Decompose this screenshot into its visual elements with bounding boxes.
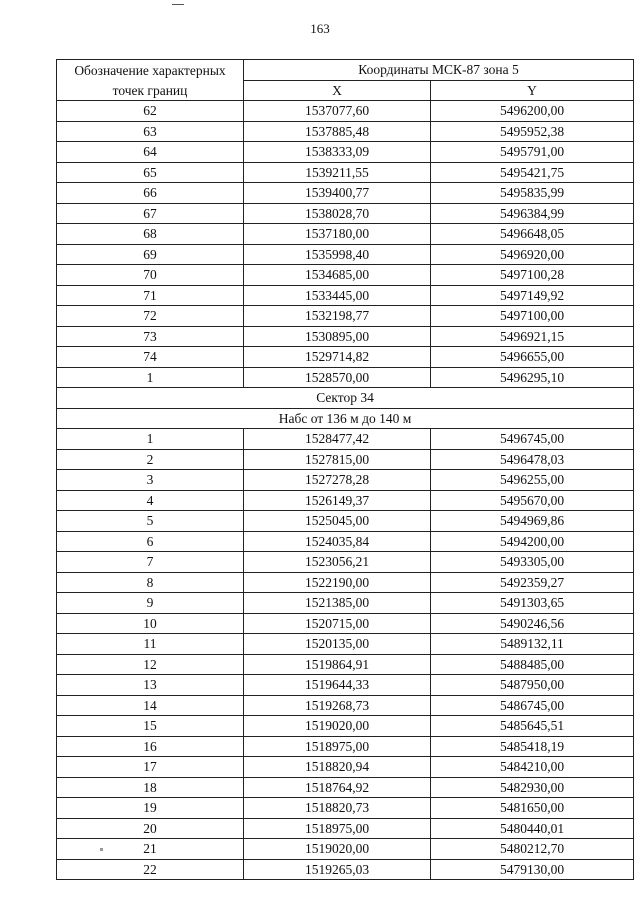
header-point-designation-cont: точек границ <box>57 80 244 101</box>
table-row <box>57 347 634 368</box>
table-row <box>57 552 634 573</box>
point-cell: 70 <box>57 265 244 286</box>
y-cell: 5491303,65 <box>431 593 634 614</box>
x-cell: 1527815,00 <box>244 449 431 470</box>
y-cell: 5496255,00 <box>431 470 634 491</box>
y-cell: 5489132,11 <box>431 634 634 655</box>
section-title: Набс от 136 м до 140 м <box>57 408 634 429</box>
point-cell: 64 <box>57 142 244 163</box>
point-cell: 67 <box>57 203 244 224</box>
header-coordinates-system: Координаты МСК-87 зона 5 <box>244 60 634 81</box>
x-cell: 1518975,00 <box>244 736 431 757</box>
x-cell: 1518820,94 <box>244 757 431 778</box>
x-cell: 1524035,84 <box>244 531 431 552</box>
point-cell: 22 <box>57 859 244 880</box>
y-cell: 5496655,00 <box>431 347 634 368</box>
section-title: Сектор 34 <box>57 388 634 409</box>
y-cell: 5481650,00 <box>431 798 634 819</box>
x-cell: 1527278,28 <box>244 470 431 491</box>
table-row <box>57 818 634 839</box>
x-cell: 1537180,00 <box>244 224 431 245</box>
point-cell: 20 <box>57 818 244 839</box>
table-subheader-row <box>57 80 634 101</box>
y-cell: 5494200,00 <box>431 531 634 552</box>
y-cell: 5485645,51 <box>431 716 634 737</box>
table-row <box>57 695 634 716</box>
x-cell: 1533445,00 <box>244 285 431 306</box>
y-cell: 5480440,01 <box>431 818 634 839</box>
table-row <box>57 470 634 491</box>
table-row <box>57 757 634 778</box>
table-row <box>57 265 634 286</box>
x-cell: 1519020,00 <box>244 839 431 860</box>
point-cell: 71 <box>57 285 244 306</box>
point-cell: 72 <box>57 306 244 327</box>
x-cell: 1521385,00 <box>244 593 431 614</box>
x-cell: 1538333,09 <box>244 142 431 163</box>
table-row <box>57 429 634 450</box>
table-header-row <box>57 60 634 81</box>
table-row <box>57 593 634 614</box>
coordinates-table <box>56 59 634 880</box>
y-cell: 5485418,19 <box>431 736 634 757</box>
section-row <box>57 408 634 429</box>
y-cell: 5482930,00 <box>431 777 634 798</box>
y-cell: 5496478,03 <box>431 449 634 470</box>
table-body <box>57 101 634 880</box>
point-cell: 5 <box>57 511 244 532</box>
x-cell: 1528477,42 <box>244 429 431 450</box>
point-cell: 2 <box>57 449 244 470</box>
point-cell: 9 <box>57 593 244 614</box>
page-number: 163 <box>310 21 330 36</box>
x-cell: 1539400,77 <box>244 183 431 204</box>
x-cell: 1519265,03 <box>244 859 431 880</box>
header-y: Y <box>431 80 634 101</box>
y-cell: 5494969,86 <box>431 511 634 532</box>
y-cell: 5497149,92 <box>431 285 634 306</box>
table-row <box>57 511 634 532</box>
point-cell: 74 <box>57 347 244 368</box>
point-cell: 19 <box>57 798 244 819</box>
point-cell: 68 <box>57 224 244 245</box>
y-cell: 5488485,00 <box>431 654 634 675</box>
point-cell: 1 <box>57 367 244 388</box>
y-cell: 5480212,70 <box>431 839 634 860</box>
y-cell: 5496648,05 <box>431 224 634 245</box>
x-cell: 1529714,82 <box>244 347 431 368</box>
y-cell: 5496200,00 <box>431 101 634 122</box>
table-row <box>57 101 634 122</box>
x-cell: 1518820,73 <box>244 798 431 819</box>
y-cell: 5492359,27 <box>431 572 634 593</box>
x-cell: 1537885,48 <box>244 121 431 142</box>
table-row <box>57 449 634 470</box>
x-cell: 1530895,00 <box>244 326 431 347</box>
point-cell: 21 <box>57 839 244 860</box>
point-cell: 7 <box>57 552 244 573</box>
x-cell: 1532198,77 <box>244 306 431 327</box>
y-cell: 5493305,00 <box>431 552 634 573</box>
y-cell: 5497100,00 <box>431 306 634 327</box>
point-cell: 69 <box>57 244 244 265</box>
table-row <box>57 224 634 245</box>
y-cell: 5497100,28 <box>431 265 634 286</box>
point-cell: 66 <box>57 183 244 204</box>
x-cell: 1525045,00 <box>244 511 431 532</box>
point-cell: 17 <box>57 757 244 778</box>
x-cell: 1526149,37 <box>244 490 431 511</box>
scan-dot <box>100 848 103 851</box>
point-cell: 73 <box>57 326 244 347</box>
table-row <box>57 490 634 511</box>
table-row <box>57 121 634 142</box>
point-cell: 11 <box>57 634 244 655</box>
y-cell: 5496295,10 <box>431 367 634 388</box>
x-cell: 1537077,60 <box>244 101 431 122</box>
y-cell: 5495421,75 <box>431 162 634 183</box>
table-row <box>57 183 634 204</box>
table-row <box>57 675 634 696</box>
y-cell: 5496384,99 <box>431 203 634 224</box>
x-cell: 1519020,00 <box>244 716 431 737</box>
table-row <box>57 777 634 798</box>
y-cell: 5495952,38 <box>431 121 634 142</box>
table-row <box>57 162 634 183</box>
table-row <box>57 716 634 737</box>
table-row <box>57 839 634 860</box>
point-cell: 65 <box>57 162 244 183</box>
y-cell: 5496745,00 <box>431 429 634 450</box>
x-cell: 1528570,00 <box>244 367 431 388</box>
x-cell: 1539211,55 <box>244 162 431 183</box>
table-row <box>57 367 634 388</box>
x-cell: 1520715,00 <box>244 613 431 634</box>
y-cell: 5495670,00 <box>431 490 634 511</box>
point-cell: 3 <box>57 470 244 491</box>
point-cell: 4 <box>57 490 244 511</box>
x-cell: 1519864,91 <box>244 654 431 675</box>
x-cell: 1519644,33 <box>244 675 431 696</box>
table-row <box>57 326 634 347</box>
point-cell: 63 <box>57 121 244 142</box>
y-cell: 5490246,56 <box>431 613 634 634</box>
table-row <box>57 613 634 634</box>
table-row <box>57 531 634 552</box>
scan-mark <box>172 4 184 5</box>
point-cell: 13 <box>57 675 244 696</box>
header-x: X <box>244 80 431 101</box>
table-row <box>57 654 634 675</box>
x-cell: 1523056,21 <box>244 552 431 573</box>
table-row <box>57 244 634 265</box>
table-row <box>57 798 634 819</box>
table-row <box>57 859 634 880</box>
point-cell: 15 <box>57 716 244 737</box>
point-cell: 62 <box>57 101 244 122</box>
point-cell: 6 <box>57 531 244 552</box>
x-cell: 1518764,92 <box>244 777 431 798</box>
y-cell: 5484210,00 <box>431 757 634 778</box>
point-cell: 16 <box>57 736 244 757</box>
point-cell: 8 <box>57 572 244 593</box>
x-cell: 1534685,00 <box>244 265 431 286</box>
table-row <box>57 203 634 224</box>
table-row <box>57 285 634 306</box>
y-cell: 5487950,00 <box>431 675 634 696</box>
x-cell: 1538028,70 <box>244 203 431 224</box>
header-point-designation: Обозначение характерных <box>57 60 244 81</box>
y-cell: 5486745,00 <box>431 695 634 716</box>
x-cell: 1519268,73 <box>244 695 431 716</box>
x-cell: 1518975,00 <box>244 818 431 839</box>
point-cell: 14 <box>57 695 244 716</box>
x-cell: 1535998,40 <box>244 244 431 265</box>
table-row <box>57 736 634 757</box>
y-cell: 5495835,99 <box>431 183 634 204</box>
section-row <box>57 388 634 409</box>
x-cell: 1522190,00 <box>244 572 431 593</box>
table-row <box>57 142 634 163</box>
point-cell: 18 <box>57 777 244 798</box>
y-cell: 5496921,15 <box>431 326 634 347</box>
point-cell: 1 <box>57 429 244 450</box>
y-cell: 5479130,00 <box>431 859 634 880</box>
point-cell: 12 <box>57 654 244 675</box>
y-cell: 5495791,00 <box>431 142 634 163</box>
y-cell: 5496920,00 <box>431 244 634 265</box>
x-cell: 1520135,00 <box>244 634 431 655</box>
table-row <box>57 634 634 655</box>
table-row <box>57 572 634 593</box>
table-row <box>57 306 634 327</box>
point-cell: 10 <box>57 613 244 634</box>
